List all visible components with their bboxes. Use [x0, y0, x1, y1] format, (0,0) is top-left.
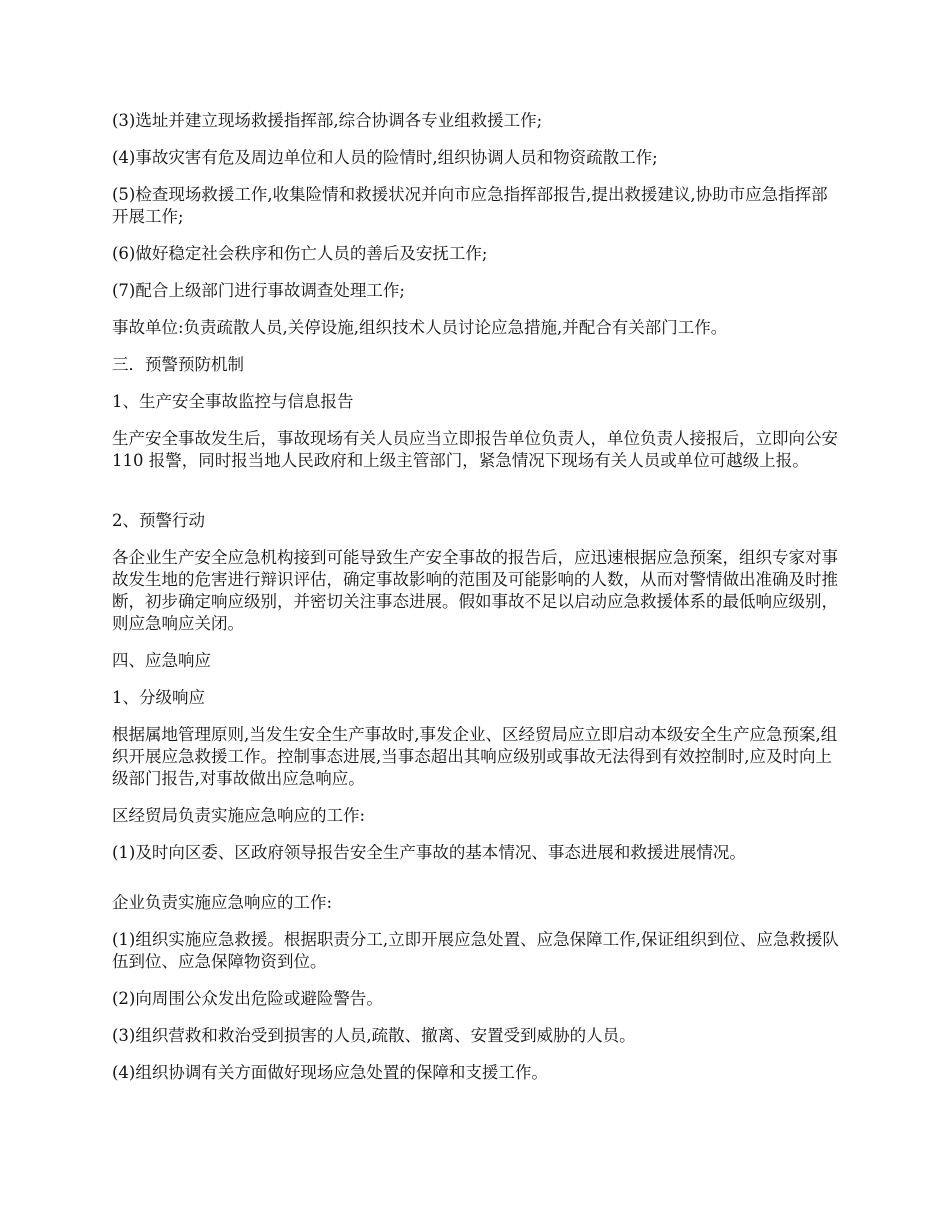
paragraph: (6)做好稳定社会秩序和伤亡人员的善后及安抚工作; [112, 244, 488, 263]
subsection-heading: 2、预警行动 [112, 511, 205, 530]
list-item: (2)向周围公众发出危险或避险警告。 [112, 989, 383, 1008]
subsection-heading: 1、分级响应 [112, 688, 205, 707]
subsection-heading: 1、生产安全事故监控与信息报告 [112, 392, 354, 411]
list-item: (3)组织营救和救治受到损害的人员,疏散、撤离、安置受到威胁的人员。 [112, 1026, 636, 1045]
section-heading: 四、应急响应 [112, 651, 211, 670]
paragraph: 各企业生产安全应急机构接到可能导致生产安全事故的报告后，应迅速根据应急预案，组织专家对事故发生地的危害进行辩识评估，确定事故影响的范围及可能影响的人数，从而对警情做出准确及时推断，初步确定响应级别，并密切关注事态进展。假如事故不足以启动应急救援体系的最低响应级别，则应急响应关闭。 [112, 548, 838, 633]
paragraph: (7)配合上级部门进行事故调查处理工作; [112, 281, 405, 300]
document-page [112, 110, 842, 1099]
section-heading: 三．预警预防机制 [112, 355, 244, 374]
paragraph: 生产安全事故发生后，事故现场有关人员应当立即报告单位负责人，单位负责人接报后，立即向公安 110 报警，同时报当地人民政府和上级主管部门，紧急情况下现场有关人员或单位可越级上报。 [112, 429, 838, 470]
list-item: (4)组织协调有关方面做好现场应急处置的保障和支援工作。 [112, 1063, 548, 1082]
list-item: (1)组织实施应急救援。根据职责分工,立即开展应急处置、应急保障工作,保证组织到位、应急救援队伍到位、应急保障物资到位。 [112, 930, 839, 971]
paragraph: 区经贸局负责实施应急响应的工作: [112, 806, 366, 825]
paragraph: 根据属地管理原则,当发生安全生产事故时,事发企业、区经贸局应立即启动本级安全生产应急预案,组织开展应急救援工作。控制事态进展,当事态超出其响应级别或事故无法得到有效控制时,应及时向上级部门报告,对事故做出应急响应。 [112, 725, 838, 788]
paragraph: (3)选址并建立现场救援指挥部,综合协调各专业组救援工作; [112, 111, 543, 130]
paragraph: 事故单位:负责疏散人员,关停设施,组织技术人员讨论应急措施,并配合有关部门工作。 [112, 318, 728, 337]
paragraph: (5)检查现场救援工作,收集险情和救援状况并向市应急指挥部报告,提出救援建议,协助市应急指挥部开展工作; [112, 185, 828, 226]
paragraph: (4)事故灾害有危及周边单位和人员的险情时,组织协调人员和物资疏散工作; [112, 148, 658, 167]
paragraph: (1)及时向区委、区政府领导报告安全生产事故的基本情况、事态进展和救援进展情况。 [112, 843, 746, 862]
paragraph: 企业负责实施应急响应的工作: [112, 893, 333, 912]
